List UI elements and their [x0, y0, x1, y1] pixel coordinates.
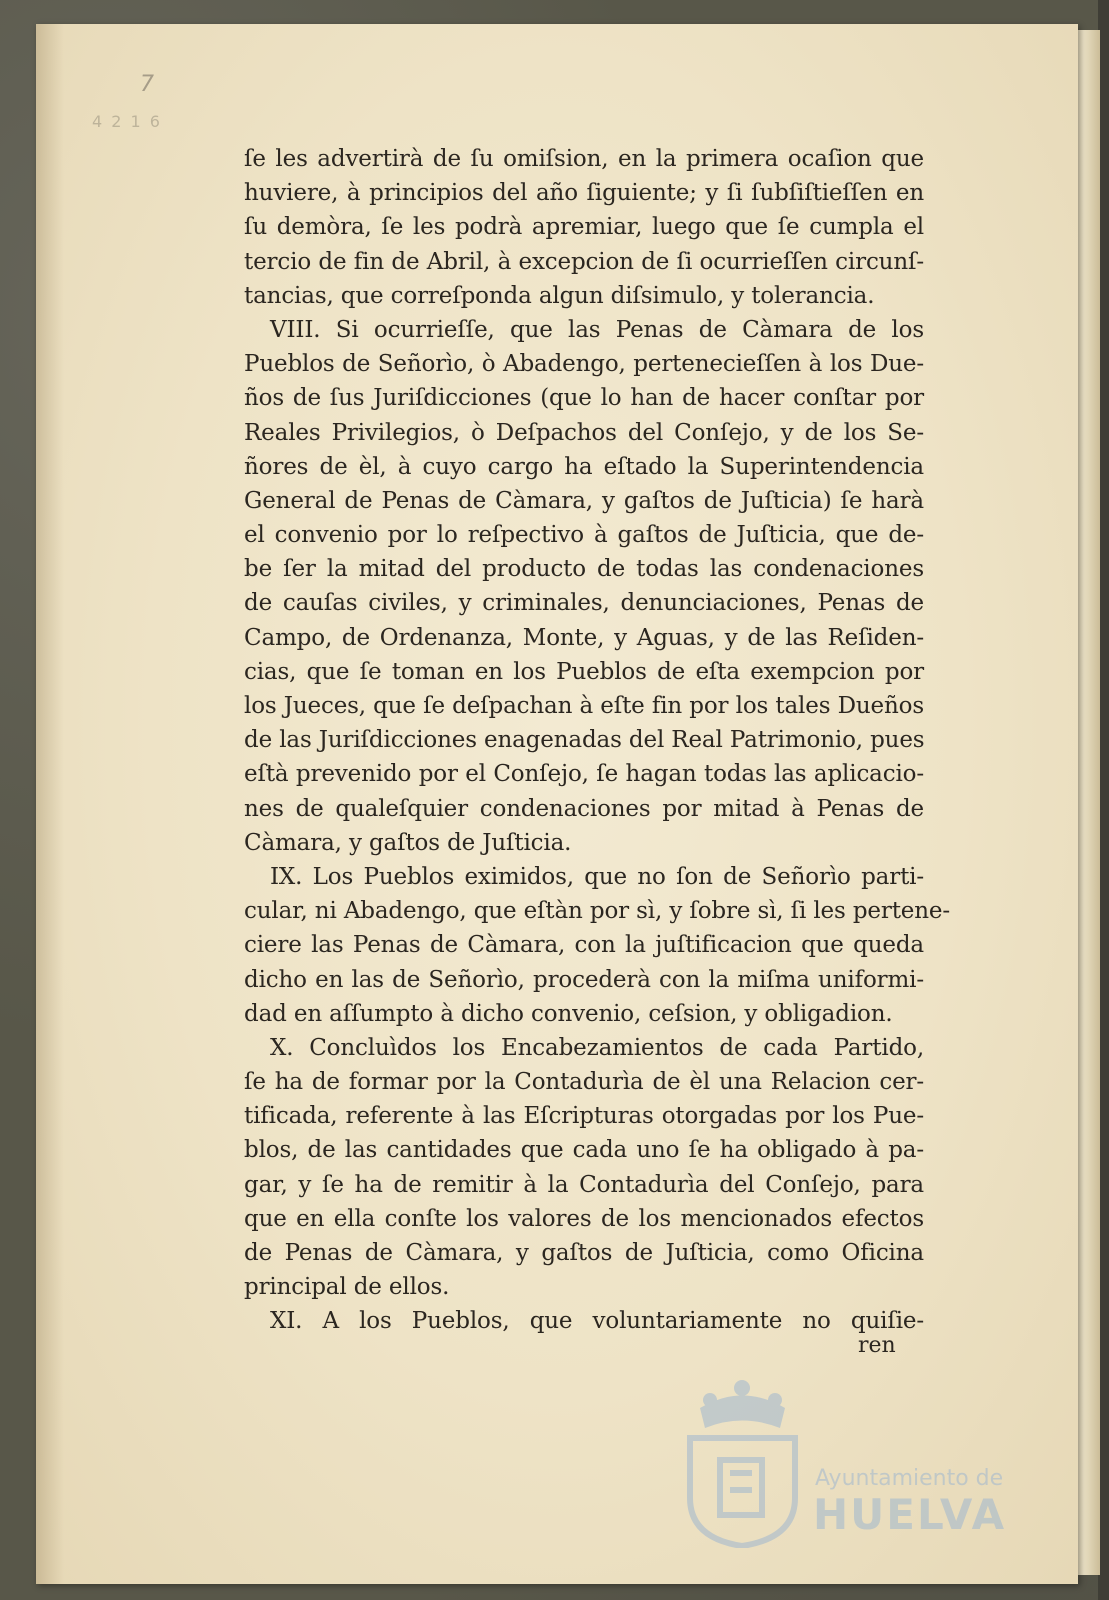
text-line: General de Penas de Càmara, y gaſtos de Juſticia) ſe harà — [244, 487, 924, 514]
text-line-section-viii: VIII. Si ocurrieſſe, que las Penas de Càmara de los — [270, 316, 924, 343]
text-line: cias, que ſe toman en los Pueblos de eſta exempcion por — [244, 658, 924, 685]
text-line: Càmara, y gaſtos de Juſticia. — [244, 829, 572, 856]
text-line: ñores de èl, à cuyo cargo ha eſtado la Superintendencia — [244, 453, 924, 480]
text-line: dicho en las de Señorìo, procederà con la miſma uniformi- — [244, 966, 924, 993]
text-line: dad en aſſumpto à dicho convenio, ceſsion, y obligadion. — [244, 1000, 893, 1027]
text-line: ſu demòra, ſe les podrà apremiar, luego que ſe cumpla el — [244, 214, 924, 241]
text-line: ſe les advertirà de ſu omiſsion, en la primera ocaſion que — [244, 146, 924, 172]
text-line: nes de qualeſquier condenaciones por mitad à Penas de — [244, 795, 924, 822]
pencil-annotation-2: 4 2 1 6 — [92, 112, 162, 131]
text-line: be ſer la mitad del producto de todas las condenaciones — [244, 556, 924, 583]
watermark-text: Ayuntamiento de — [815, 1466, 1004, 1491]
text-line: gar, y ſe ha de remitir à la Contadurìa del Conſejo, para — [244, 1171, 924, 1198]
huelva-watermark — [680, 1378, 1020, 1548]
text-line-section-xi: XI. A los Pueblos, que voluntariamente no quiſie- — [270, 1308, 924, 1335]
text-line-section-x: X. Concluìdos los Encabezamientos de cada Partido, — [270, 1034, 924, 1061]
text-line: huviere, à principios del año ſiguiente; y ſi ſubſiſtieſſen en — [244, 180, 924, 207]
text-line: tancias, que correſponda algun diſsimulo, y tolerancia. — [244, 282, 875, 309]
text-line: los Jueces, que ſe deſpachan à eſte fin por los tales Dueños — [244, 693, 924, 719]
text-line: tificada, referente à las Eſcripturas otorgadas por los Pue- — [244, 1103, 924, 1130]
text-line: ſe ha de formar por la Contadurìa de èl una Relacion cer- — [244, 1069, 924, 1096]
text-line: de cauſas civiles, y criminales, denunciaciones, Penas de — [244, 590, 924, 617]
text-line: Campo, de Ordenanza, Monte, y Aguas, y de las Reſiden- — [244, 624, 924, 651]
watermark-title: HUELVA — [813, 1490, 1007, 1539]
text-line: blos, de las cantidades que cada uno ſe ha obligado à pa- — [244, 1137, 924, 1164]
text-line: el convenio por lo reſpectivo à gaſtos de Juſticia, que de- — [244, 522, 924, 549]
text-line: principal de ellos. — [244, 1274, 450, 1301]
text-line: de Penas de Càmara, y gaſtos de Juſticia, como Oficina — [244, 1240, 924, 1266]
text-line: de las Juriſdicciones enagenadas del Real Patrimonio, pues — [244, 727, 925, 754]
text-line: tercio de fin de Abril, à excepcion de ſi ocurrieſſen circunſ- — [244, 248, 924, 275]
text-line-section-ix: IX. Los Pueblos eximidos, que no ſon de Señorìo parti- — [270, 863, 924, 890]
body-text — [244, 142, 951, 1339]
text-line: Reales Privilegios, ò Deſpachos del Conſejo, y de los Se- — [244, 419, 924, 446]
text-line: eſtà prevenido por el Conſejo, ſe hagan todas las aplicacio- — [244, 761, 924, 788]
text-line: cular, ni Abadengo, que eſtàn por sì, y ſobre sì, ſi les pertene- — [244, 898, 951, 925]
text-line: que en ella conſte los valores de los mencionados efectos — [244, 1205, 924, 1232]
pencil-annotation: 7 — [140, 72, 154, 97]
text-line: ciere las Penas de Càmara, con la juſtificacion que queda — [244, 932, 924, 959]
text-line: ños de ſus Juriſdicciones (que lo han de hacer conſtar por — [244, 385, 924, 412]
text-line: Pueblos de Señorìo, ò Abadengo, pertenecieſſen à los Due- — [244, 351, 924, 378]
crown-shield-icon — [680, 1378, 805, 1548]
catchword: ren — [858, 1333, 896, 1358]
